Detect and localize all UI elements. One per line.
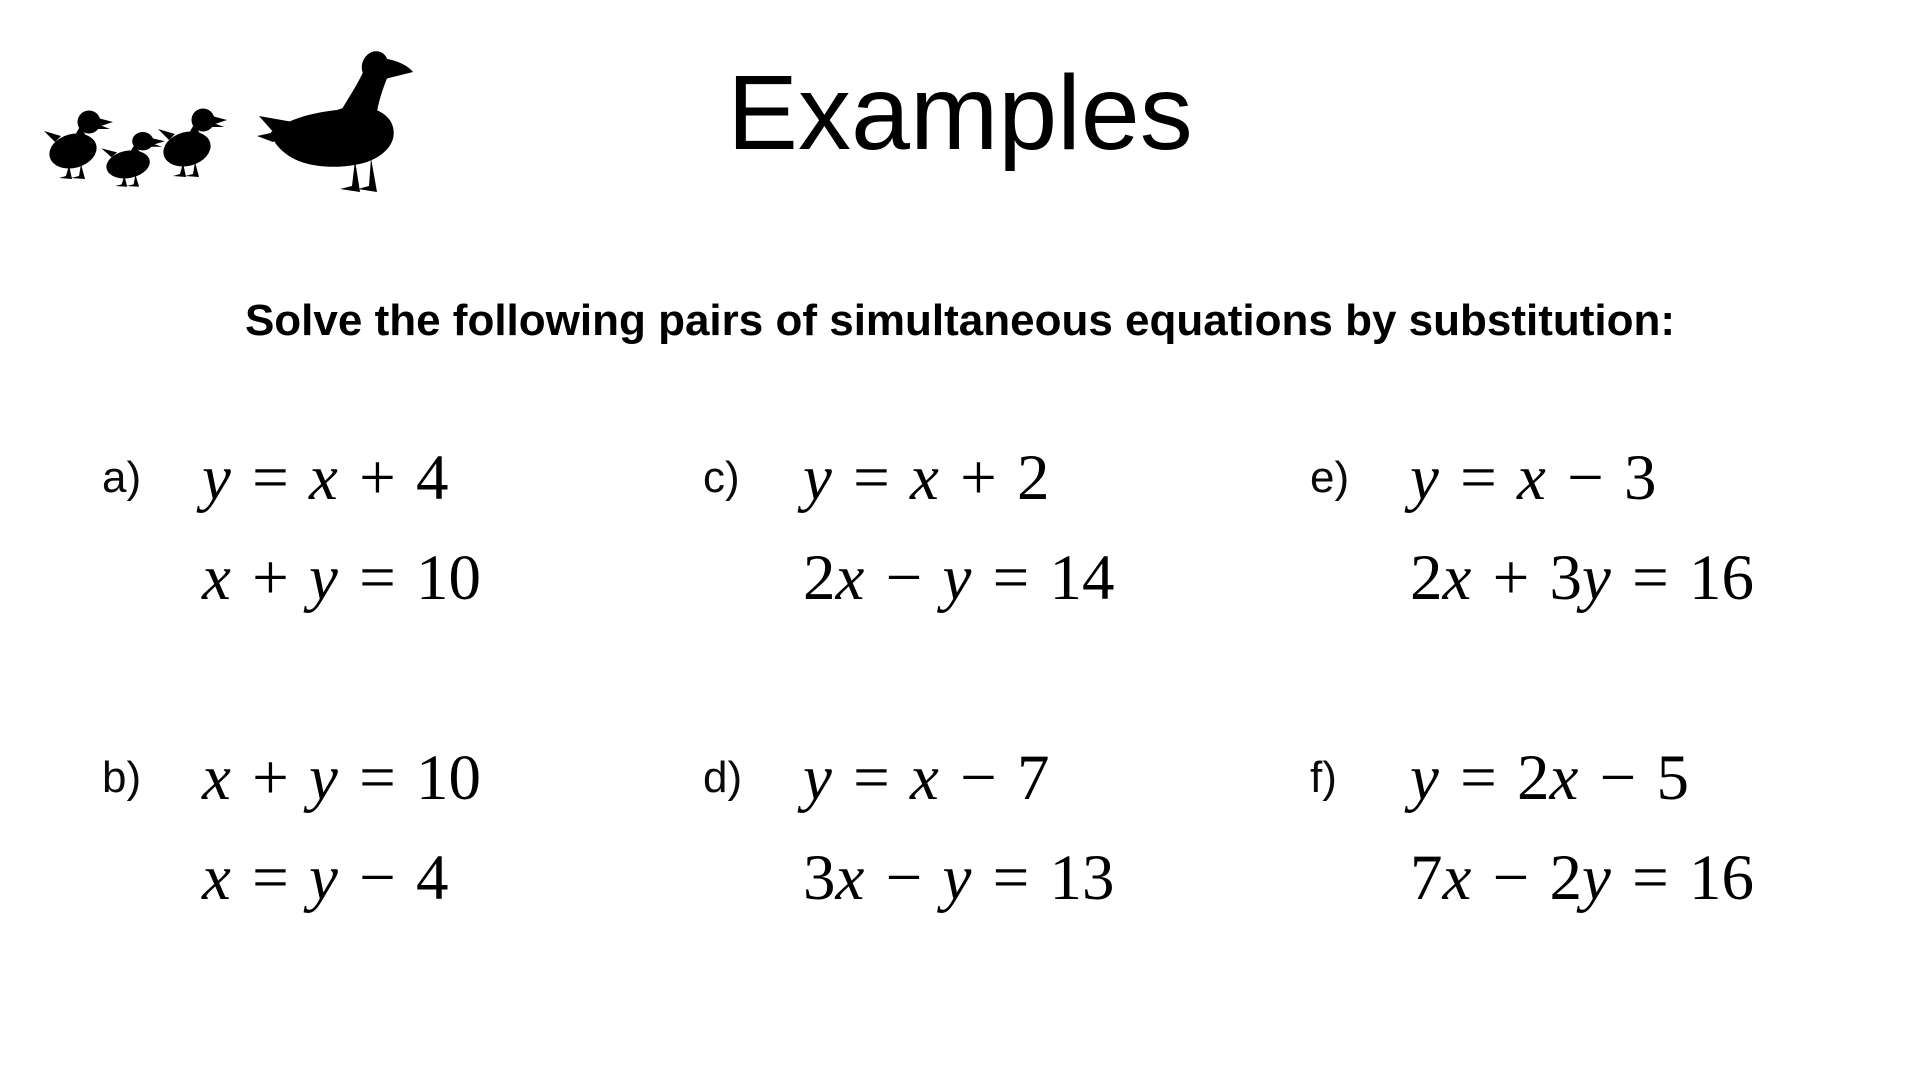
problem-label: a)	[102, 453, 142, 502]
equation-line: 2x + 3y = 16	[1410, 542, 1755, 614]
problem-e	[1310, 428, 1754, 628]
equation-line: y = x − 7	[803, 742, 1050, 814]
equation-group	[1410, 728, 1754, 928]
equation-line: y = x + 2	[803, 442, 1050, 514]
problem-label: c)	[703, 453, 740, 502]
equation-line: 7x − 2y = 16	[1410, 842, 1755, 914]
equation-line: x = y − 4	[202, 842, 449, 914]
equation-group	[202, 428, 481, 628]
equation-line: x + y = 10	[202, 742, 482, 814]
equation-group	[803, 428, 1115, 628]
equation-line: y = 2x − 5	[1410, 742, 1690, 814]
equation-group	[1410, 428, 1754, 628]
equation-group	[803, 728, 1115, 928]
instruction-text: Solve the following pairs of simultaneous equations by substitution:	[244, 296, 1676, 345]
equation-line: x + y = 10	[202, 542, 482, 614]
equation-line: y = x + 4	[202, 442, 449, 514]
problem-b	[102, 728, 481, 928]
problem-a	[102, 428, 481, 628]
problem-label: d)	[703, 753, 743, 802]
problem-label: b)	[102, 753, 142, 802]
problem-f	[1310, 728, 1754, 928]
problem-d	[703, 728, 1115, 928]
problem-c	[703, 428, 1115, 628]
equation-line: y = x − 3	[1410, 442, 1657, 514]
page-title: Examples	[727, 54, 1193, 172]
equation-line: 2x − y = 14	[803, 542, 1115, 614]
equation-line: 3x − y = 13	[803, 842, 1115, 914]
problem-label: e)	[1310, 453, 1350, 502]
problem-label: f)	[1310, 753, 1337, 802]
equation-group	[202, 728, 481, 928]
